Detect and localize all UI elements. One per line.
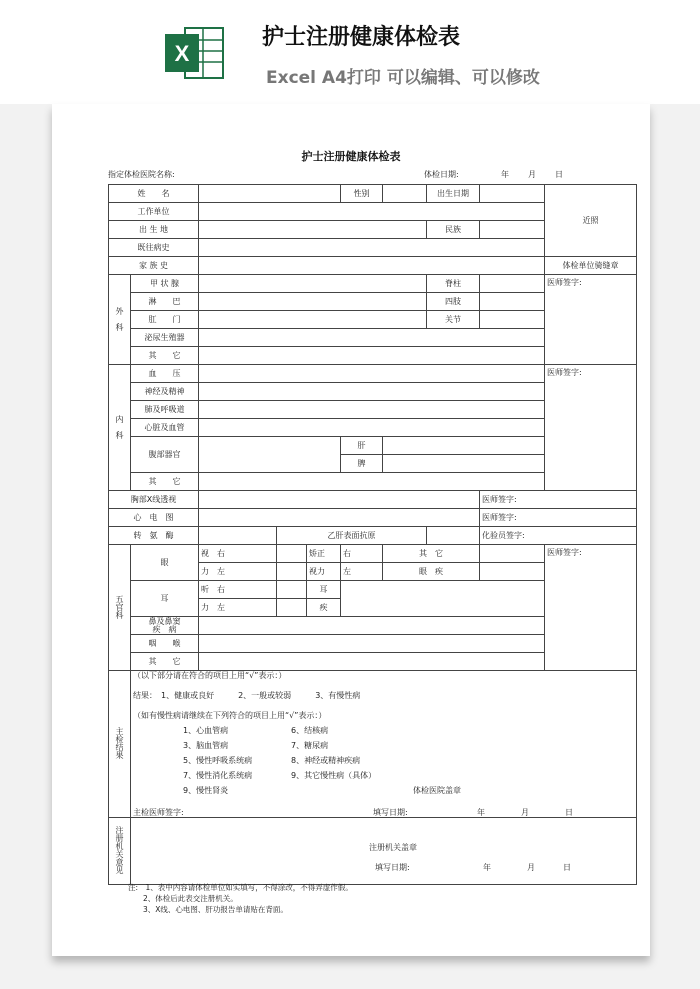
vision-cell: 视 右 [199,545,277,563]
corrected-label: 矫正 [307,545,341,563]
lab-sign[interactable]: 化验员签字: [480,527,637,545]
name-label: 姓 名 [109,185,199,203]
registration-section: 注册机关意见 [109,818,131,885]
ecg-field[interactable] [199,509,480,527]
disease-row-1: 1、心血管病 6、结核病 [183,726,329,735]
lymph-field[interactable] [199,293,427,311]
chest-xray-sign[interactable]: 医师签字: [480,491,637,509]
date-month: 月 [528,170,536,179]
summary-note1: （以下部分请在符合的项目上用“√”表示：） [133,671,287,680]
page-subtitle: Excel A4打印 可以编辑、可以修改 [266,68,540,88]
history-field[interactable] [199,239,545,257]
registration-block[interactable] [131,818,637,885]
family-label: 家 族 史 [109,257,199,275]
birth-field[interactable] [480,185,545,203]
ear-disease-label-a: 耳 [307,581,341,599]
header-banner [0,0,700,104]
work-unit-field[interactable] [199,203,545,221]
birthplace-label: 出 生 地 [109,221,199,239]
surgery-other-label: 其 它 [131,347,199,365]
work-unit-label: 工作单位 [109,203,199,221]
gender-field[interactable] [383,185,427,203]
excel-icon [163,24,225,82]
summary-note2: （如有慢性病请继续在下列符合的项目上用“√”表示：） [133,711,327,720]
neuro-field[interactable] [199,383,545,401]
note-3: 3、X线、心电图、肝功报告单请贴在背面。 [128,905,288,914]
internal-other-label: 其 它 [131,473,199,491]
page-title: 护士注册健康体检表 [262,25,461,50]
ear-disease-field[interactable] [341,581,545,617]
seal-label: 体检单位骑缝章 [545,257,637,275]
chest-xray-label: 胸部X线透视 [109,491,199,509]
svg-text:X: X [174,41,190,66]
family-field[interactable] [199,257,545,275]
lung-field[interactable] [199,401,545,419]
lymph-label: 淋 巴 [131,293,199,311]
disease-row-4: 7、慢性消化系统病 9、其它慢性病（具体） [183,771,377,780]
spleen-field[interactable] [383,455,545,473]
corrected-left[interactable]: 左 [341,563,383,581]
ecg-sign[interactable]: 医师签字: [480,509,637,527]
registration-seal: 注册机关盖章 [369,843,417,852]
vision-right-field[interactable] [277,545,307,563]
ent-section: 五官科 [109,545,131,671]
joint-field[interactable] [480,311,545,329]
neuro-label: 神经及精神 [131,383,199,401]
form-sheet [52,104,650,956]
disease-row-5: 9、慢性肾炎 体检医院盖章 [183,786,461,795]
ecg-label: 心 电 图 [109,509,199,527]
limbs-label: 四肢 [427,293,480,311]
spine-label: 脊柱 [427,275,480,293]
ear-label: 耳 [131,581,199,617]
eye-other-label: 其 它 [383,545,480,563]
surgery-other-field[interactable] [199,347,545,365]
history-label: 既往病史 [109,239,199,257]
enzyme-label: 转 氨 酶 [109,527,199,545]
heart-field[interactable] [199,419,545,437]
ent-other-field[interactable] [199,653,545,671]
hbsag-label: 乙肝表面抗原 [277,527,427,545]
note-1: 注: 1、表中内容请体检单位如实填写，不得涂改，不得弄虚作假。 [128,883,353,892]
corrected-right[interactable]: 右 [341,545,383,563]
thyroid-field[interactable] [199,275,427,293]
internal-sign[interactable]: 医师签字: [545,365,637,491]
disease-row-2: 3、脑血管病 7、糖尿病 [183,741,329,750]
internal-section: 内 科 [109,365,131,491]
disease-row-3: 5、慢性呼吸系统病 8、神经或精神疾病 [183,756,361,765]
birth-label: 出生日期 [427,185,480,203]
spine-field[interactable] [480,275,545,293]
joint-label: 关节 [427,311,480,329]
hbsag-field[interactable] [427,527,480,545]
note-2: 2、体检后此表交注册机关。 [128,894,238,903]
nose-field[interactable] [199,617,545,635]
form-title: 护士注册健康体检表 [301,150,401,163]
vision-cell-left: 力 左 [199,563,277,581]
spleen-label: 脾 [341,455,383,473]
hospital-label: 指定体检医院名称: [108,170,175,179]
summary-results: 结果： 1、健康或良好 2、一般或较弱 3、有慢性病 [133,691,361,700]
date-day: 日 [555,170,563,179]
gender-label: 性别 [341,185,383,203]
eye-label: 眼 [131,545,199,581]
vision-left-field[interactable] [277,563,307,581]
enzyme-field[interactable] [199,527,277,545]
thyroid-label: 甲 状 腺 [131,275,199,293]
heart-label: 心脏及血管 [131,419,199,437]
abdomen-field[interactable] [199,437,341,473]
nose-label: 鼻及鼻窦 疾 病 [131,617,199,635]
blood-pressure-label: 血 压 [131,365,199,383]
chest-xray-field[interactable] [199,491,480,509]
urogenital-label: 泌尿生殖器 [131,329,199,347]
corrected-vision-label: 视力 [307,563,341,581]
ent-sign[interactable]: 医师签字: [545,545,637,671]
exam-date-label: 体检日期: [424,170,459,179]
liver-field[interactable] [383,437,545,455]
summary-section: 主检结果 [109,671,131,818]
blood-pressure-field[interactable] [199,365,545,383]
hearing-cell-left: 力 左 [199,599,277,617]
eye-disease-field[interactable] [480,563,545,581]
ent-other-label: 其 它 [131,653,199,671]
hearing-left-field[interactable] [277,599,307,617]
summary-block[interactable] [131,671,637,818]
lung-label: 肺及呼吸道 [131,401,199,419]
hearing-right-field[interactable] [277,581,307,599]
abdomen-label: 腹部器官 [131,437,199,473]
limbs-field[interactable] [480,293,545,311]
ethnicity-field[interactable] [480,221,545,239]
registration-date-row: 填写日期: 年 月 日 [375,863,571,872]
anus-field[interactable] [199,311,427,329]
summary-sign-row: 主检医师签字: 填写日期: 年 月 日 [133,808,573,817]
hearing-cell: 听 右 [199,581,277,599]
internal-other-field[interactable] [199,473,545,491]
throat-label: 咽 喉 [131,635,199,653]
birthplace-field[interactable] [199,221,427,239]
surgery-sign[interactable]: 医师签字: [545,275,637,365]
eye-disease-label: 眼 疾 [383,563,480,581]
urogenital-field[interactable] [199,329,545,347]
photo-cell[interactable]: 近照 [545,185,637,257]
ethnicity-label: 民族 [427,221,480,239]
surgery-section: 外 科 [109,275,131,365]
throat-field[interactable] [199,635,545,653]
form-notes [128,882,353,915]
anus-label: 肛 门 [131,311,199,329]
name-field[interactable] [199,185,341,203]
ear-disease-label-b: 疾 [307,599,341,617]
exam-table [108,184,637,885]
liver-label: 肝 [341,437,383,455]
date-year: 年 [501,170,509,179]
eye-other-field[interactable] [480,545,545,563]
